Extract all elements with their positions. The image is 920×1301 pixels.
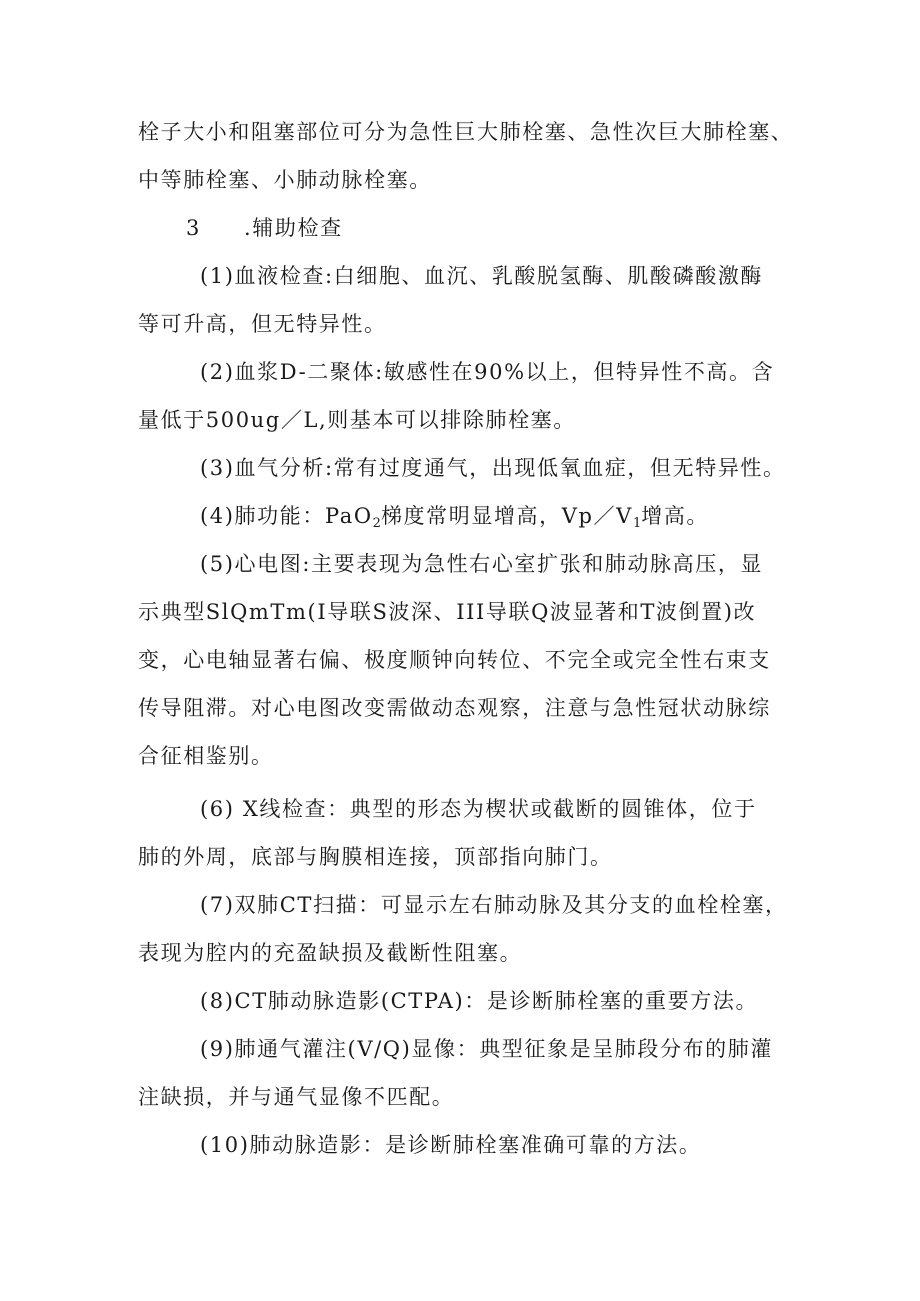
section-number: 3	[186, 216, 201, 240]
item-vq-line-1: (9)肺通气灌注(V/Q)显像：典型征象是呈肺段分布的肺灌	[200, 1037, 773, 1061]
item-ct-line-1: (7)双肺CT扫描：可显示左右肺动脉及其分支的血栓栓塞，	[200, 893, 788, 917]
lung-subscript-1: 2	[372, 516, 381, 531]
item-angio-line-1: (10)肺动脉造影：是诊断肺栓塞准确可靠的方法。	[200, 1133, 702, 1157]
item-ddimer-line-2: 量低于500ug／L,则基本可以排除肺栓塞。	[138, 408, 576, 432]
item-xray-line-1: (6) X线检查：典型的形态为楔状或截断的圆锥体，位于	[200, 797, 757, 821]
lung-subscript-2: 1	[632, 516, 642, 531]
item-ddimer-line-1: (2)血浆D-二聚体:敏感性在90%以上，但特异性不高。含	[200, 360, 775, 384]
item-blood-line-2: 等可升高，但无特异性。	[138, 312, 387, 336]
item-ecg-line-4: 传导阻滞。对心电图改变需做动态观察，注意与急性冠状动脉综	[138, 696, 771, 720]
item-vq-line-2: 注缺损，并与通气显像不匹配。	[138, 1085, 455, 1109]
item-ecg-line-2: 示典型SlQmTm(I导联S波深、III导联Q波显著和T波倒置)改	[138, 600, 757, 624]
lung-text-part-2: 梯度常明显增高，Vp／V	[380, 504, 633, 528]
item-xray-line-2: 肺的外周，底部与胸膜相连接，顶部指向肺门。	[138, 845, 613, 869]
intro-line-1: 栓子大小和阻塞部位可分为急性巨大肺栓塞、急性次巨大肺栓塞、	[138, 120, 794, 144]
item-ecg-line-3: 变，心电轴显著右偏、极度顺钟向转位、不完全或完全性右束支	[138, 648, 771, 672]
lung-text-part-1: (4)肺功能：PaO	[200, 504, 373, 528]
section-title: .辅助检查	[244, 216, 343, 240]
lung-text-part-3: 增高。	[641, 504, 710, 528]
item-blood-line-1: (1)血液检查:白细胞、血沉、乳酸脱氢酶、肌酸磷酸激酶	[200, 264, 764, 288]
item-ctpa-line-1: (8)CT肺动脉造影(CTPA)：是诊断肺栓塞的重要方法。	[200, 989, 759, 1013]
item-lung-function-line	[200, 501, 709, 539]
item-ct-line-2: 表现为腔内的充盈缺损及截断性阻塞。	[138, 941, 523, 965]
item-bloodgas-line-1: (3)血气分析:常有过度通气，出现低氧血症，但无特异性。	[200, 456, 786, 480]
intro-line-2: 中等肺栓塞、小肺动脉栓塞。	[138, 168, 432, 192]
item-ecg-line-5: 合征相鉴别。	[138, 744, 274, 768]
item-ecg-line-1: (5)心电图:主要表现为急性右心室扩张和肺动脉高压，显	[200, 552, 764, 576]
section-heading	[186, 213, 343, 243]
